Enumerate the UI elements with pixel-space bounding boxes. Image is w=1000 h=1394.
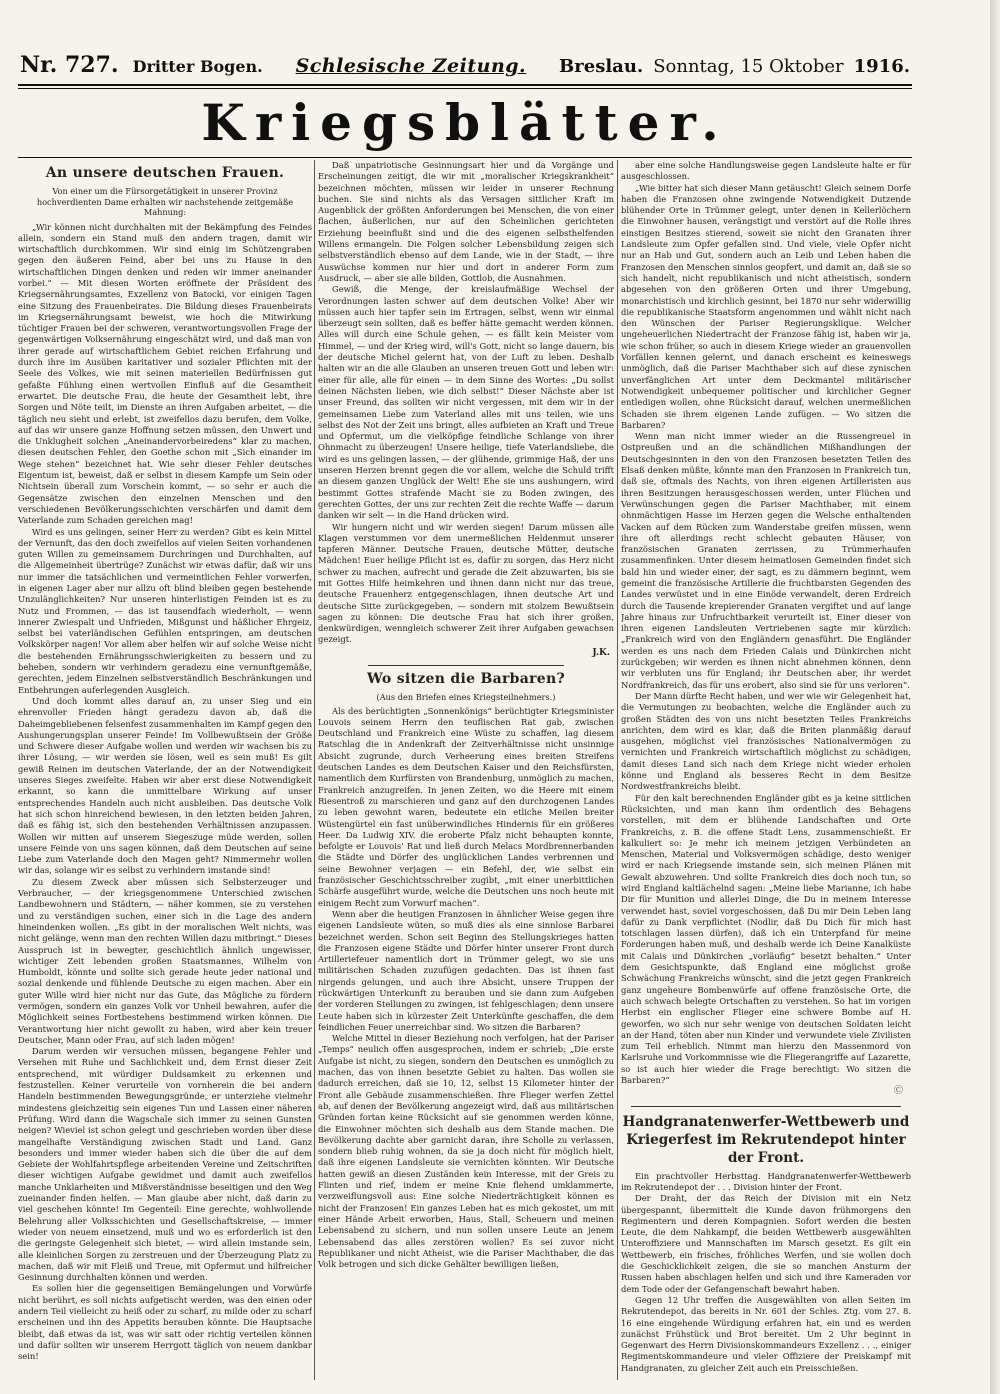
column-divider-1 [314,160,315,1380]
article-2-source: (Aus den Briefen eines Kriegsteilnehmers.) [376,692,556,703]
year-label: 1916. [853,56,910,77]
column-divider-2 [617,160,618,1380]
article-1-paragraph: Daß unpatriotische Gesinnungsart hier und da Vorgänge und Erscheinungen zeitigt, die wir mit „moralischer Kriegskrankheit“ bezeichnen möchten, müssen wir leider in unserer Rechnung buchen. Sie sind nichts als das Versagen sittlicher Kraft im Augenblick der größten Anforderungen bei Menschen, die von einer flachen, äußerlichen, nur auf den Scheinlichen gerichteten Erziehung beeinflußt sind und die des eigenen selbsthelfenden Willens ermangeln. Die Folgen solcher Lebensbildung zeigen sich selbstverständlich ebenso auf dem Lande, wie in der Stadt, — ihre Auswüchse kommen nur hier und dort in anderer Form zum Ausdruck, — aber sie alle bilden, Gottlob, die Ausnahmen. [318,160,614,283]
article-1-paragraph: Wir hungern nicht und wir werden siegen! Darum müssen alle Klagen verstummen vor dem unermeßlichen Heldenmut unserer tapferen Männer. Deutsche Frauen, deutsche Mütter, deutsche Mädchen! Euer heilige Pflicht ist es, dafür zu sorgen, das Herz nicht schwer zu machen, aufrecht und gerade die Zeit abzuwarten, bis sie mit Gottes Hilfe heimkehren und ihnen dann nicht nur das treue, deutsche Frauenherz entgegenschlagen, ihnen deutsche Art und deutsche Sitte zurückgegeben, — sondern mit stolzem Bewußtsein sagen zu können: Die deutsche Frau hat sich ihrer großen, denkwürdigen, wenngleich schwerer Zeit ihrer Aufgaben gewachsen gezeigt. [318,521,614,645]
date-label: Sonntag, 15 Oktober [653,56,844,77]
article-1-paragraph: „Wir können nicht durchhalten mit der Bekämpfung des Feindes allein, sondern ein Stand muß den andern tragen, damit wir wirtschaftlich durchkommen. Wir sind einig im Schützengraben gegen den äußeren Feind, aber bei uns zu Hause in den wirtschaftlichen Dingen denken und reden wir immer aneinander vorbei.“ — Mit diesen Worten eröffnete der Präsident des Kriegsernährungsamtes, Exzellenz von Batocki, vor einigen Tagen eine Sitzung des Frauenbeirates. Die Bildung dieses Frauenbeirats im Kriegsernährungsamt beweist, wie hoch die Mitwirkung tüchtiger Frauen bei der schweren, verantwortungsvollen Frage der gegenwärtigen Volksernährung eingeschätzt wird, und daß man von ihrer gerade auf wirtschaftlichem Gebiet reichen Erfahrung und durch ihre im Ausüben karitativer und sozialer Pflichten mit der Seele des Volkes, wie mit seinen materiellen Bedürfnissen gut gefaßte Fühlung einen wertvollen Einfluß auf die Gesamtheit erwartet. Die deutsche Frau, die heute der Gesamtheit lebt, ihre Sorgen und Nöte teilt, im Dienste an ihren Aufgaben arbeitet, — die täglich neu sieht und erlebt, ist zweifellos dazu berufen, dem Volke, auf das wir unsere ganze Hoffnung setzen müssen, den Unwert und die Unklugheit solchen „Aneinandervorbeiredens“ klar zu machen, diesen deutschen Fehler, den Goethe schon mit „Sich einander im Wege stehen“ bezeichnet hat. Wie sehr dieser Fehler deutsches Eigentum ist, beweist, daß er selbst in diesem Kampfe um Sein oder Nichtsein überall zum Vorschein kommt, — so sehr er auch die Gegensätze zwischen den einzelnen Menschen und den verschiedenen Bevölkerungsschichten verschärfen und damit dem Vaterlande zum Schaden gereichen mag! [18,221,312,526]
column-1 [18,160,312,1380]
article-2-paragraph: „Wie bitter hat sich dieser Mann getäuscht! Gleich seinem Dorfe haben die Franzosen ohne zwingende Notwendigkeit Dutzende blühender Orte in Trümmer gelegt, unter denen in Kellerlöchern die Einwohner hausen, verängstigt und verstört auf die Rolle ihres einstigen Besitzes stierend, soweit sie nicht den Granaten ihrer Landsleute zum Opfer gefallen sind. Und viele, viele Opfer nicht nur an Hab und Gut, sondern auch an Leib und Leben haben die Franzosen den Menschen sinnlos geopfert, und damit an, daß sie so sich handelt, nicht republikanisch und nicht atheistisch, sondern abgesehen von den größeren Orten und ihrer Umgebung, monarchistisch und kirchlich gesinnt, bei 1870 nur sehr widerwillig die republikanische Staatsform angenommen und wählt nicht nach den Wünschen der Pariser Regierungsklique. Welcher ungeheuerlichen Niedertracht der Franzose fähig ist, haben wir ja, wie schon früher, so auch in diesem Kriege wieder an grauenvollen Vorfällen kennen gelernt, und danach erscheint es keineswegs unmöglich, daß die Pariser Machthaber sich auf diese zynischen unverfänglichen Art unter dem Deckmantel militärischer Notwendigkeit unbequemer politischer und kirchlicher Gegner entledigen wollen, ohne Rücksicht darauf, welchen unermeßlichen Schaden sie ihrem eigenen Lande zufügen. — Wo sitzen die Barbaren? [621,182,911,430]
article-1-paragraph: Zu diesem Zweck aber müssen sich Selbsterzeuger und Verbraucher, — der kriegsgenommene Unterschied zwischen Landbewohnern und Städtern, — näher kommen, sie zu verstehen und zu verständigen suchen, einer sich in die Lage des andern hineindenken wollen. „Es gibt in der moralischen Welt nichts, was nicht gelänge, wenn man den rechten Willen dazu mitbringt.“ Dieses Ausspruch ist in bewegter, geschichtlich ähnlich ungewisser, wichtiger Zeit lebenden großen Staatsmannes, Wilhelm von Humboldt, könnte und sollte sich gerade heute jeder national und sozial denkende und fühlende Deutsche zu eigen machen. Aber ein guter Wille wird hier nicht nur das Gute, das Mögliche zu fördern vermögen, sondern ein ganzes Volk vor Unheil bewahren, aufer die Möglichkeit seines Fortbestehens bestimmend wirken können. Die Verantwortung hier nicht gewollt zu haben, wird aber kein treuer Deutscher, Mann oder Frau, auf sich laden mögen! [18,876,312,1045]
article-3-paragraph: Der Draht, der das Reich der Division mit ein Netz übergespannt, übermittelt die Kunde davon frühmorgens den Regimentern und deren Kompagnien. Sofort werden die besten Leute, die dem Nahkampf, die beiden Wettbewerb ausgewählten Unteroffiziere und Mannschaften im Marsch gesetzt. Es gilt ein Wettbewerb, ein frisches, fröhliches Werfen, und sie wollen doch die Geschicklichkeit zeigen, die sie so manchen Ansturm der Russen haben abschlagen helfen und sich und ihre Kameraden vor dem Tode oder der Gefangenschaft bewahrt haben. [621,1193,911,1294]
issue-number: Nr. 727. [20,52,119,78]
article-3-paragraph: Gegen 12 Uhr treffen die Ausgewählten von allen Seiten im Rekrutendepot, das bereits in Nr. 601 der Schles. Ztg. vom 27. 8. 16 eine eingehende Würdigung erfahren hat, ein und es werden zunächst Frühstück und Brot bereitet. Um 2 Uhr beginnt in Gegenwart des Herrn Divisionskommandeurs Exzellenz . . ., einiger Regimentskommandeure und vieler Offiziere der Preiskampf mit Handgranaten, zu gleicher Zeit auch ein Preisschießen. [621,1294,911,1373]
article-1-intro: Von einer um die Fürsorgetätigkeit in unserer Provinz hochverdienten Dame erhalten wir nachstehende zeitgemäße Mahnung: [36,186,294,217]
article-1-paragraph: Darum werden wir versuchen müssen, begangene Fehler und Versehen mit Ruhe und Sachlichkeit und, dem Ernst dieser Zeit entsprechend, mit würdiger Duldsamkeit zu erkennen und festzustellen. Keiner verurteile von vornherein die bei andern Handeln bestimmenden Bewegungsgründe, er unterziehe vielmehr mindestens gleichzeitig sein eigenes Tun und Lassen einer näheren Prüfung. Wird dann die Wagschale sich immer zu seinen Gunsten neigen? Wieviel ist schon gelegt und geschrieben worden über diese mangelhafte Verständigung zwischen Stadt und Land. Ganz besonders und immer wieder haben sich die über die auf dem Gebiete der Wohlfahrtspflege arbeitenden Vereine und Zeitschriften dieser wichtigen Aufgabe gewidmet und damit auch zweifellos manche Unklarheiten und Mißverständnisse beseitigen und den Weg zueinander finden helfen. — Man glaube aber nicht, daß darin zu viel geschehen könnte! Im Gegenteil: Eine gerechte, wohlwollende Belehrung aller Volksschichten und Gesellschaftskreise, — immer wieder von neuem einsetzend, muß und wo es erforderlich ist den die geringste Gelegenheit sich bietet, — wird allein imstande sein, alle kleinlichen Sorgen zu zerstreuen und der Überzeugung Platz zu machen, daß wir mit Fleiß und Treue, mit Opfermut und hilfreicher Gesinnung durchhalten können und werden. [18,1046,312,1283]
banner-rule [18,157,912,158]
article-1-paragraph: Wird es uns gelingen, seiner Herr zu werden? Gibt es kein Mittel der Vernunft, das den doch zweifellos auf vielen Seiten vorhandenen guten Willen zu gemeinsamem Durchringen und Durchhalten, auf die Allgemeinheit übertrüge? Zunächst wir etwas dafür, daß wir uns nur immer die tatsächlichen und vermeintlichen Fehler vorwerfen, in eigenen Lager aber nur allzu oft blind bleiben gegen bestehende Unzulänglichkeiten? Nur unseren hinterlistigen Feinden ist es zu Nutz und Frommen, — das ist tausendfach wiederholt, — wenn innerer Zwiespalt und Unfrieden, Mißgunst und häßlicher Ehrgeiz, selbst bei vaterländischen Gefühlen entspringen, am deutschen Volkskörper nagen! Vor allem aber helfen wir auf solche Weise nicht die bestehenden Ernährungsschwierigkeiten zu bessern und zu beheben, sondern wir verhindern geradezu eine vernunftgemäße, gerechten, jedem Einzelnen selbstverständlich Beschränkungen und Entbehrungen auferlegenden Ausgleich. [18,526,312,695]
article-1-signature: J.K. [592,647,610,658]
masthead-rule-thick [18,84,912,86]
article-2-paragraph: Welche Mittel in dieser Beziehung noch verfolgen, hat der Pariser „Temps“ neulich offen ausgesprochen, indem er schrieb: „Die erste Aufgabe ist nicht, zu siegen, sondern den Deutschen es unmöglich zu machen, das von ihnen besetzte Gebiet zu halten. Das wollen sie dadurch erreichen, daß sie 10, 12, selbst 15 Kilometer hinter der Front alle Gebäude zusammenschießen. Ihre Flieger werfen Zettel ab, auf denen der Bevölkerung angezeigt wird, daß aus militärischen Gründen fortan keine Rücksicht auf sie genommen werden könne, die Einwohner möchten sich deshalb aus dem Stande machen. Die Bevölkerung dachte aber garnicht daran, ihre Scholle zu verlassen, sondern blieb ruhig wohnen, da sie ja doch nicht für möglich hielt, daß ihre eigenen Landsleute sie vernichten könnten. Wir Deutsche hatten gewiß an diesen Zuständen kein Interesse, mit der Greis zu Flinten und rief, indem er meine Knie flehend umklammerte, verzweiflungsvoll aus: Eine solche Niederträchtigkeit können es nicht der Franzosen! Ein ganzes Leben hat es mich gekostet, um mit einer Hände Arbeit erworben, Haus, Stall, Scheuern und meinen Lebensabend zu sichern, und nun sollen unsere Leute an jenem Lebensabend das alles zerstören wollen? Es sei zuvor nicht Republikaner und nicht Atheist, wie die Pariser Machthaber, die das Volk betrogen und sich dicke Gehälter bewilligen ließen, [318,1033,614,1270]
article-1-paragraph: Gewiß, die Menge, der kreislaufmäßige Wechsel der Verordnungen lasten schwer auf dem deutschen Volke! Aber wir müssen auch hier tapfer sein im Ertragen, selbst, wenn wir einmal überzeugt sein sollten, daß es beffer hätte gemacht werden können. Alles will durch eine Schule gehen, — es fällt kein Meister vom Himmel, — und der Krieg wird, will's Gott, nicht so lange dauern, bis der deutsche Michel gelernt hat, von der Luft zu leben. Deshalb halten wir an die alle Glauben an unseren treuen Gott und leben wir: einer für alle, alle für einen — in dem Sinne des Wortes: „Du sollst deinen Nächsten lieben, wie dich selbst!“ Dieser Nächste aber ist unser Freund, das sollten wir nicht vergessen, mit dem wir in der gemeinsamen Liebe zum Vaterland alles mit uns teilen, wie uns selbst des Not der Zeit uns bringt, alles aufbieten an Kraft und Treue und Opfermut, um die vielköpfige feindliche Schlange von ihrer Ohnmacht zu überzeugen! Unsere heilige, tiefe Vaterlandsliebe, die wird es uns gelingen lassen, — der glühende, grimmige Haß, der uns unseren Herzen brennt gegen die vor allem, welche die Schuld trifft an diesem ganzen Unglück der Welt! Ehe sie uns aushungern, wird bestimmt Gottes strafende Macht sie zu Boden zwingen, des gerechten Gottes, der uns zur rechten Zeit die rechte Waffe — darum danken wir selt — in die Hand drücken wird. [318,284,614,521]
article-3-title: Handgranatenwerfer-Wettbewerb und Kriegerfest im Rekrutendepot hinter der Front. [622,1113,910,1166]
article-separator [631,1106,901,1107]
article-2-title: Wo sitzen die Barbaren? [367,671,565,688]
place-label: Breslau. [559,56,644,77]
article-2-paragraph: Als des berüchtigten „Sonnenkönigs“ berüchtigter Kriegsminister Louvois seinem Herrn den teuflischen Rat gab, zwischen Deutschland und Frankreich eine Wüste zu schaffen, lag diesem Ratschlag die in Andenkraft der Zeitverhältnisse nicht unsinnige Absicht zugrunde, durch Verheerung eines breiten Streifens deutschen Landes es dem Deutschen Kaiser und den Reichsfürsten, namentlich dem Kurfürsten von Brandenburg, unmöglich zu machen, Frankreich anzugreifen. In jenen Zeiten, wo die Heere mit einem Riesentroß zu marschieren und ganz auf den durchzogenen Landes zu leben gewohnt waren, bedeutete ein etliche Meilen breiter Wüstengürtel ein fast unüberwindliches Hindernis für ein größeres Heer. Da Ludwig XIV. die eroberte Pfalz nicht behaupten konnte, befolgte er Louvois' Rat und ließ durch Melacs Mordbrennerbanden die Städte und Dörfer des unglücklichen Landes verbrennen und seine Bewohner verjagen — ein Befehl, der, wie selbst ein französischer Geschichtsschreiber zugibt, „mit einer unerbittlichen Schärfe ausgeführt wurde, welche die Deutschen uns noch heute mit einigem Recht zum Vorwurf machen“. [318,705,614,908]
article-2-paragraph: Wenn man nicht immer wieder an die Russengreuel in Ostpreußen und an die schändlichen Mißhandlungen der Deutschgesinnten in den von den Franzosen besetzten Teilen des Elsaß denken müßte, könnte man den Franzosen in Frankreich tun, daß sie, oftmals des Nachts, von ihren eigenen Artilleristen aus ihren Besitzungen herausgeschossen werden, unter Flüchen und Verwünschungen gegen die Pariser Machthaber, mit einem ohnmächtigen Hasse im Herzen gegen die Welsche enthaltenden Vacken auf dem Rücken zum Wanderstabe greifen müssen, wenn ihre oft allerdings recht schlecht gebauten Häuser, von französischen Granaten zerrissen, zu Trümmerhaufen zusammenfinken. Unter diesem heimatlosen Gemeinden findet sich bald hin und wieder einer, der sagt, es zu dämmern beginnt, wem gemeint die französische Artillerie die fruchtbarsten Gegenden des Landes verwüstet und in eine Einöde verwandelt, deren Erdreich durch die Tausende krepierender Granaten vergiftet und auf lange Jahre hinaus zur Unfruchtbarkeit verurteilt ist. Einer dieser von ihren eigenen Landsleuten Vertriebenen sagte mir kürzlich: „Frankreich wird von den Engländern genasführt. Die Engländer werden es uns nach dem Frieden Calais und Dünkirchen nicht zurückgeben; wir werden es ihnen nicht abnehmen können, denn wir verbluten uns für England; ihr Deutschen aber, ihr werdet Nordfrankreich, das für uns erobert, also sind sie für uns verloren“. [621,431,911,690]
sheet-label: Dritter Bogen. [132,57,263,76]
masthead [20,52,910,82]
masthead-right [559,56,910,77]
article-end-symbol: Ⓒ [893,1086,903,1097]
masthead-left [20,52,263,78]
article-1-title: An unsere deutschen Frauen. [45,165,285,181]
article-2-paragraph: Wenn aber die heutigen Franzosen in ähnlicher Weise gegen ihre eigenen Landsleute wüten, so muß dies als eine sinnlose Barbarei bezeichnet werden. Schon seit Beginn des Stellungskrieges hatten die Franzosen eigene Städte und Dörfer hinter unserer Front durch Artilleriefeuer namentlich dort in Trümmer gelegt, wo sie uns militärischen Schaden zuzufügen gedachten. Das ist ihnen fast nirgends gelungen, und auch ihre Absicht, unsere Truppen der rückwärtigen Unterkunft zu berauben und sie dann zum Aufgeben der vorderen Stellungen zu zwingen, ist fehlgeschlagen; denn unsere Leute haben sich in kürzester Zeit Unterkünfte geschaffen, die dem feindlichen Feuer unerreichbar sind. Wo sitzen die Barbaren? [318,908,614,1032]
article-2-paragraph: Für den kalt berechnenden Engländer gibt es ja keine sittlichen Rücksichten, und man kann ihm ordentlich des Behagens vorstellen, mit dem er blühende Landschaften und Orte Frankreichs, z. B. die offene Stadt Lens, zusammenschießt. Er kalkuliert so: Je mehr ich meinem jetzigen Verbündeten an Menschen, Material und Volksvermögen schädige, desto weniger wird er nach Kriegsende imstande sein, sich meinen Plänen mit Gewalt abzuwehren. Und sollte Frankreich dies doch noch tun, so wird England kaltlächelnd sagen: „Meine liebe Marianne, ich habe Dir für Munition und allerlei Dinge, die Du in meinem Interesse verwendet hast, soviel vorgeschossen, daß Du mir Dein Leben lang dafür zu Dank verpflichtet (Nodlir, daß Du Dich für mich hast totschlagen lassen dürfen), daß ich ein Unterpfand für meine Forderungen haben muß, und deshalb werde ich Deine Kanalküste mit Calais und Dünkirchen „vorläufig“ besetzt behalten.“ Unter dem Gesichtspunkte, daß England eine möglichst große Schwächung Frankreichs wünscht, sind die jetzt gegen Frankreich ganz ungeheure Bombenwürfe auf offene französische Orte, die auch schwach belegte Ortschaften zu verstehen. So hat im vorigen Herbst ein englischer Flieger eine schwere Bombe auf H. geworfen, wo sich nur sehr wenige von deutschen Soldaten leicht an der Hand, töten aber nun Kinder und verwundete viele Zivilisten zum Teil erheblich. Nimmt man hierzu den Massenmord von Karlsruhe und Vorkommnisse wie die Fliegerangriffe auf Lazarette, so ist auch hier wieder die Frage berechtigt: Wo sitzen die Barbaren?“ [621,792,911,1086]
column-2 [318,160,614,1380]
article-2-paragraph: Der Mann dürfte Recht haben, und wer wie wir Gelegenheit hat, die Vermutungen zu beobachten, welche die Engländer auch zu großen Städten des von uns nicht besetzten Teiles Frankreichs anrichten, dem wird es klar, daß die Briten planmäßig darauf ausgehen, möglichst viel französisches Nationalvermögen zu vernichten und Frankreich wirtschaftlich möglichst zu schädigen, damit dieses Land sich nach dem Kriege nicht wieder erholen könne und England als besseres Recht in dem Besitze Nordwestfrankreichs bleibt. [621,690,911,792]
column-3 [621,160,911,1380]
masthead-rule-thin [18,88,912,89]
article-2-paragraph: aber eine solche Handlungsweise gegen Landsleute halte er für ausgeschlossen. [621,160,911,182]
article-separator [368,665,564,666]
article-3-paragraph: Ein prachtvoller Herbsttag. Handgranatenwerfer-Wettbewerb im Rekrutendepot der . . . Division hinter der Front. [621,1170,911,1192]
page-edge-shadow [990,0,1000,1394]
article-1-paragraph: Es sollen hier die gegenseitigen Bemängelungen und Vorwürfe nicht berührt, es soll nichts aufgetischt werden, was den einen oder andern Teil vielleicht zu heiß oder zu scharf, zu milde oder zu scharf erscheinen und ihn des Appetits berauben könnte. Die Hauptsache bleibt, daß etwas da ist, was wir satt oder richtig verteilen können und dafür sollten wir unserem Herrgott täglich von neuem dankbar sein! [18,1283,312,1362]
newspaper-name: Schlesische Zeitung. [295,55,527,77]
article-1-paragraph: Und doch kommt alles darauf an, zu unser Sieg und ein ehrenvoller Frieden hängt geradezu davon ab, daß die Daheimgebliebenen felsenfest zusammenhalten im Kampf gegen den Aushungerungsplan unserer Feinde! Im Vollbewußtsein der Größe und Schwere dieser Aufgabe wollen und werden wir wachsen bis zu ihrer Lösung, — wir werden sie lösen, weil es sein muß! Es gilt gewiß Reinen im deutschen Vaterlande, der an der Notwendigkeit unseres Sieges zweifelte. Haben wir aber erst diese Notwendigkeit erkannt, so kann die unmittelbare Wirkung auf unser entsprechendes Handeln auch nicht ausbleiben. Das deutsche Volk hat sich schon hinreichend bewiesen, in den letzten beiden Jahren, daß es fähig ist, sich den bestehenden Verhältnissen anzupassen. Wollen wir mitten auf unserem Siegeszuge müde werden, sollen unsere Feinde von uns sagen können, daß dem Deutschen auf seine Liebe zum Vaterlande doch den Magen geht? Nimmermehr wollen wir das, solange wir es selbst zu verhindern imstande sind! [18,695,312,876]
section-banner: Kriegsblätter. [201,93,729,152]
